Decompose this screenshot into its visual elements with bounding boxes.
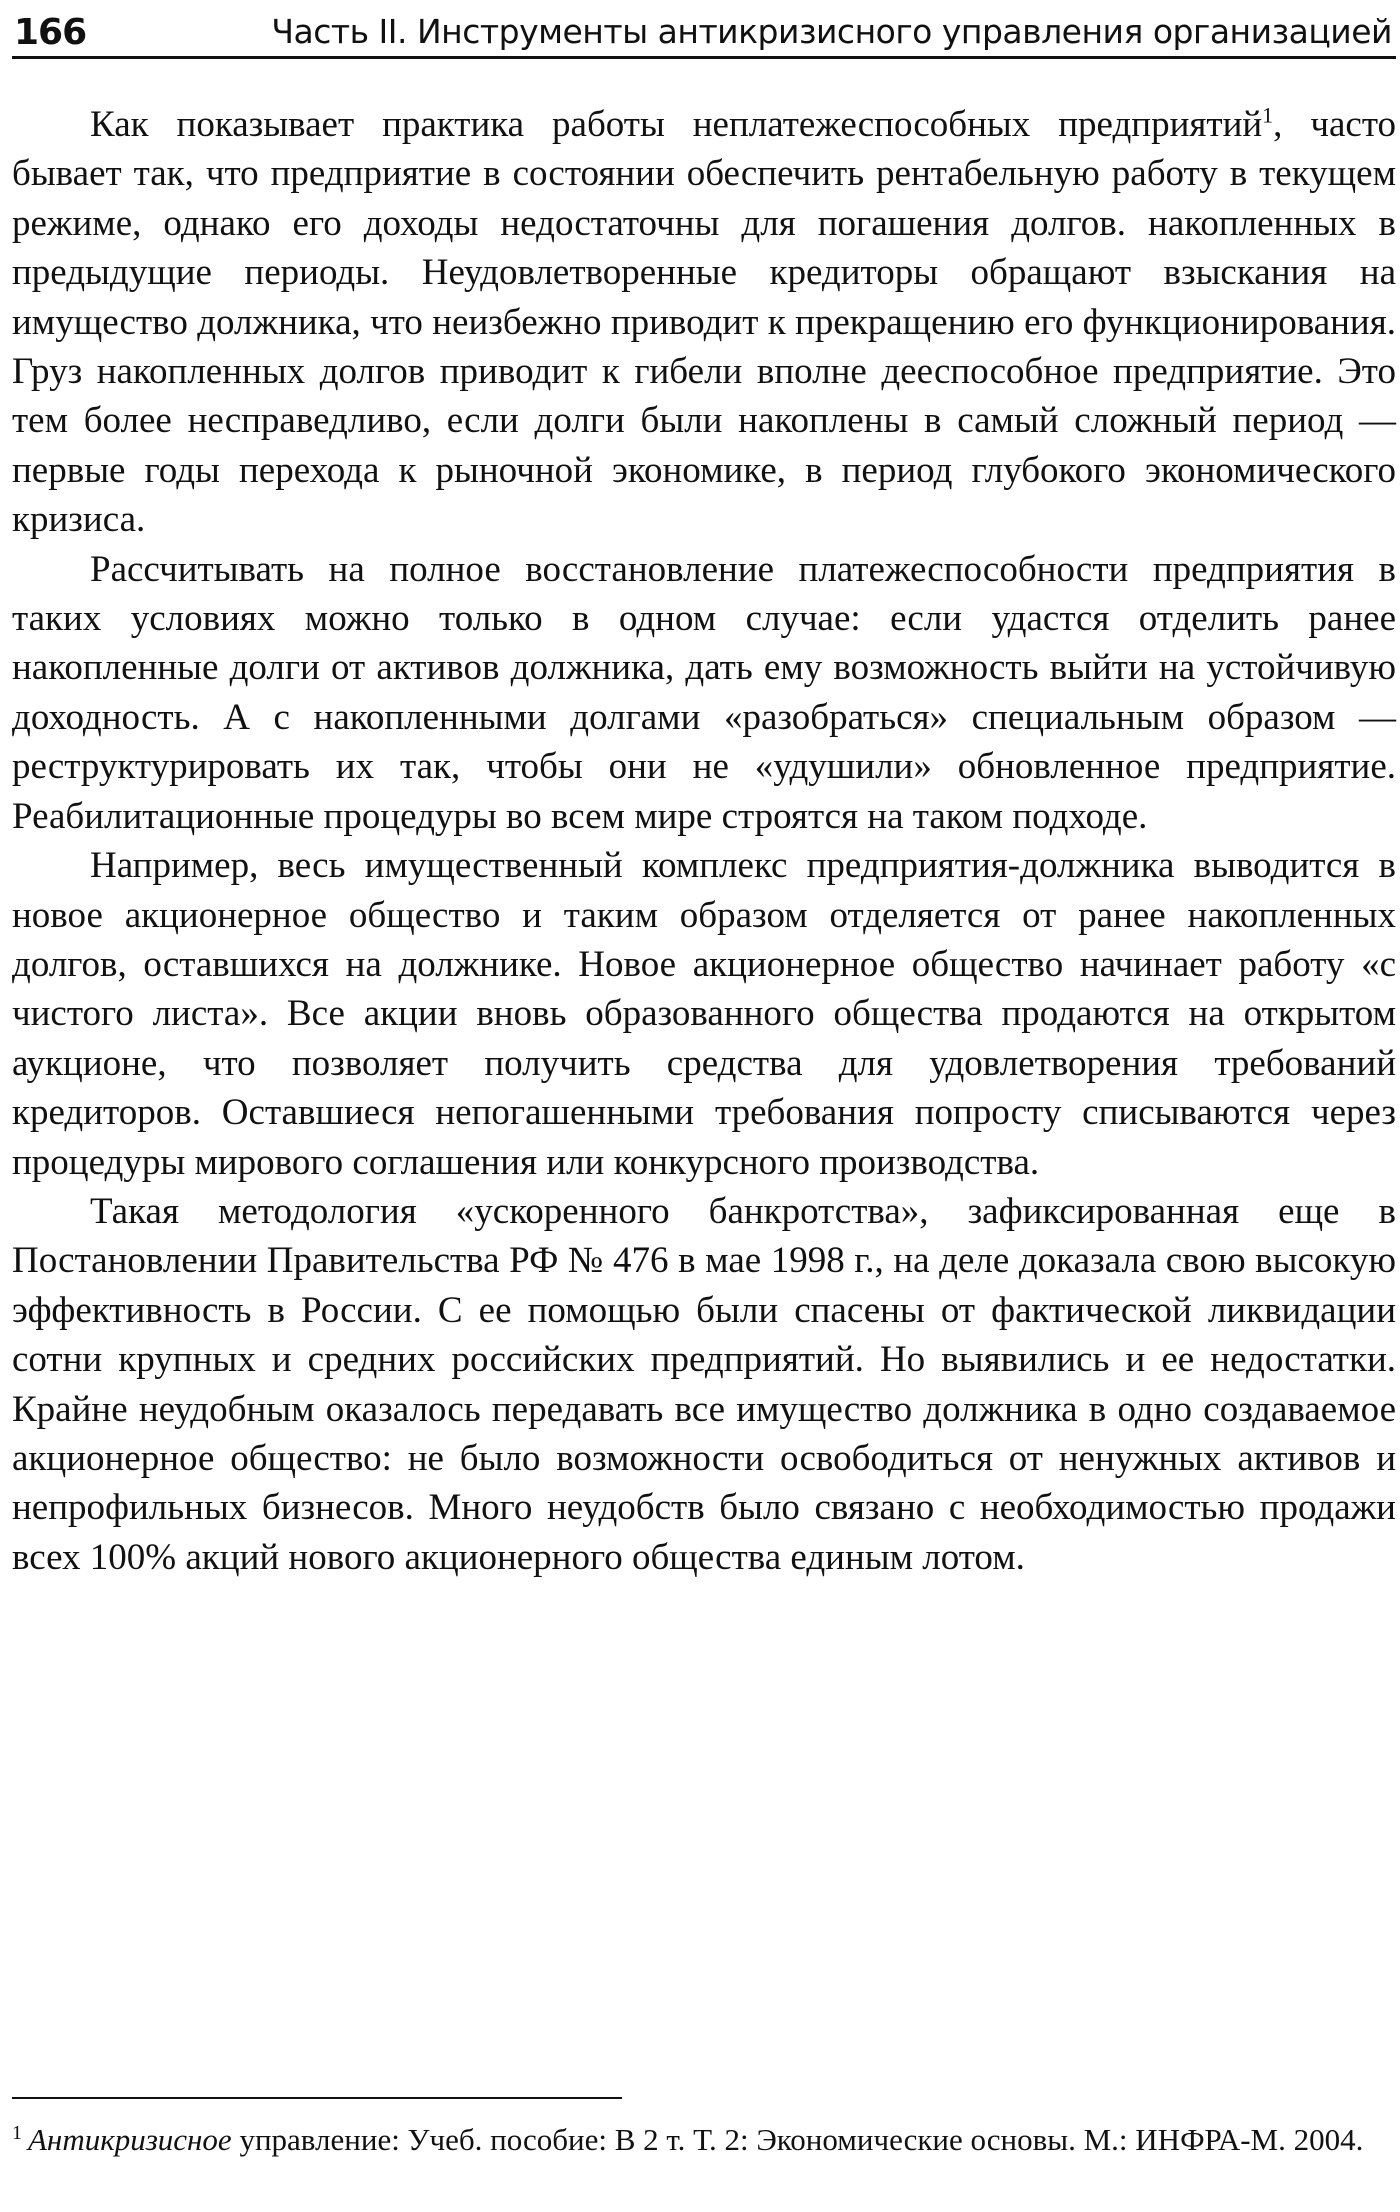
running-title: Часть II. Инструменты антикризисного управления организацией xyxy=(271,12,1392,51)
footnote-text: управление: Учеб. пособие: В 2 т. Т. 2: Экономические основы. М.: ИНФРА-М. 2004. xyxy=(231,2122,1364,2157)
paragraph-2: Рассчитывать на полное восстановление платежеспособности предприятия в таких условиях можно только в одном случае: если удастся отделить ранее накопленные долги от активов должника, дать ему возможность выйти на устойчивую доходность. А с накопленными долгами «разобраться» специальным образом — реструктурировать их так, чтобы они не «удушили» обновленное предприятие. Реабилитационные процедуры во всем мире строятся на таком подходе. xyxy=(12,548,1396,837)
paragraph-4: Такая методология «ускоренного банкротства», зафиксированная еще в Постановлении Правительства РФ № 476 в мае 1998 г., на деле доказала свою высокую эффективность в России. С ее помощью были спасены от фактической ликвидации сотни крупных и средних российских предприятий. Но выявились и ее недостатки. Крайне неудобным оказалось передавать все имущество должника в одно создаваемое акционерное общество: не было возможности освободиться от ненужных активов и непрофильных бизнесов. Много неудобств было связано с необходимостью продажи всех 100% акций нового акционерного общества единым лотом. xyxy=(12,1190,1396,1578)
page-number: 166 xyxy=(14,12,87,53)
running-header xyxy=(12,6,1396,59)
book-page xyxy=(12,0,1396,2212)
main-text xyxy=(12,100,1396,1582)
paragraph-3: Например, весь имущественный комплекс предприятия-должника выводится в новое акционерное общество и таким образом отделяется от ранее накопленных долгов, оставшихся на должнике. Новое акционерное общество начинает работу «с чистого листа». Все акции вновь образованного общества продаются на открытом аукционе, что позволяет получить средства для удовлетворения требований кредиторов. Оставшиеся непогашенными требования попросту списываются через процедуры мирового соглашения или конкурсного производства. xyxy=(12,845,1396,1183)
footnote xyxy=(12,2118,1396,2162)
paragraph-1 xyxy=(12,100,1396,545)
paragraph-1-text-start: Как показывает практика работы неплатежеспособных предприятий xyxy=(90,104,1263,145)
paragraph-1-text-end: , часто бывает так, что предприятие в состоянии обеспечить рентабельную работу в текущем режиме, однако его доходы недостаточны для погашения долгов. накопленных в предыдущие периоды. Неудовлетворенные кредиторы обращают взыскания на имущество должника, что неизбежно приводит к прекращению его функционирования. Груз накопленных долгов приводит к гибели вполне дееспособное предприятие. Это тем более несправедливо, если долги были накоплены в самый сложный период — первые годы перехода к рыночной экономике, в период глубокого экономического кризиса. xyxy=(12,104,1396,541)
footnote-separator xyxy=(12,2097,622,2099)
footnote-italic-title: Антикризисное xyxy=(28,2122,232,2157)
footnote-mark: 1 xyxy=(12,2121,22,2144)
footnote-reference: 1 xyxy=(1262,102,1274,128)
